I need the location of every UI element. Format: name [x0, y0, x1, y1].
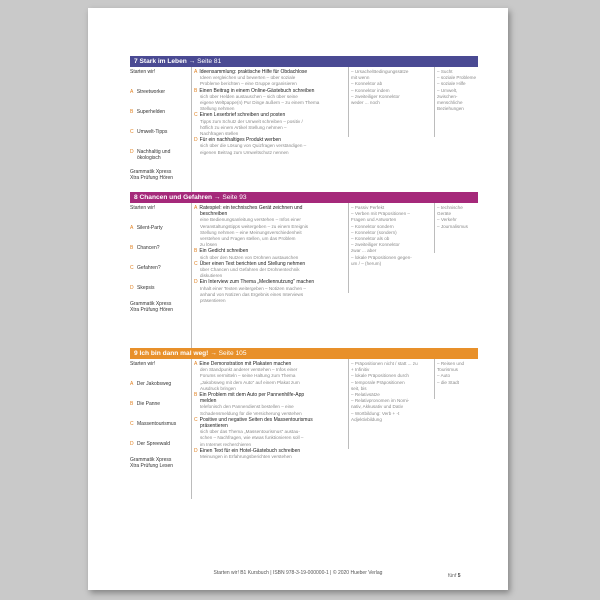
page-label: fünf — [448, 573, 457, 579]
footer: Starten wir! B1 Kursbuch | ISBN 978-3-19-000000-1 | © 2020 Hueber Verlag — [213, 570, 383, 576]
grammar-item: – Relativsätze — [351, 392, 380, 398]
grammar-column — [348, 67, 432, 137]
task-detail: eine Bedienungsanleitung verstehen – Infos einer — [200, 217, 301, 223]
task-detail: im Internet recherchieren — [200, 441, 252, 447]
task-detail: sich über Helden austauschen – sich über seine — [200, 93, 298, 99]
lesson-item: A Der Jakobsweg — [130, 381, 172, 387]
lesson-item: Starten wir! — [130, 205, 156, 211]
grammar-item: – zweiteiliger Konnektor — [351, 242, 400, 248]
grammar-item: – Wortbildung: Verb + -t — [351, 410, 400, 416]
arrow-icon: → — [213, 194, 221, 201]
task-detail: über Chancen und Gefahren der Drohnentechnik — [200, 267, 300, 273]
task-detail: sich über die Lösung von Quizfragen verständigen – — [200, 143, 307, 149]
lesson-item: Grammatik Xpress — [130, 169, 172, 175]
grammar-item: zwar ... aber — [351, 248, 377, 254]
task-column: A Eine Demonstration mit Plakaten machen den Standpunkt anderer verstehen – Infos einer Forums vermitteln – seine Haltung zum Thema „Jakobsweg mit dem Auto" auf einem Plakat zum Ausdruck bringen B Ein Problem mit dem Auto per Pannenhilfe-App melden telefonisch den Pannendienst bestellen – eine Schadensmeldung für die Versicherung verstehen C Positive und negative Seiten des Massentourismus präsentieren sich über das Thema „Massentourismus" austau- schen – Nachfragen, wie etwas funktionieren soll – im Internet recherchieren D Einen Text für ein Hotel-Gästebuch schreiben Meinungen in Erfahrungsberichten verstehen — [191, 359, 346, 499]
task-title: Für ein nachhaltiges Produkt werben — [199, 137, 282, 144]
task-title: Ratespiel: ein technisches Gerät zeichnen und — [199, 205, 303, 211]
lesson-item: D Nachhaltig und — [130, 149, 171, 155]
page-reference: Seite 81 — [197, 58, 222, 65]
task-detail: zu lösen — [200, 242, 218, 248]
task-detail: telefonisch den Pannendienst bestellen – eine — [200, 404, 294, 410]
task-detail: verstehen und Fragen stellen, um das Problem — [200, 236, 296, 242]
task-column: A Ideensammlung: praktische Hilfe für Obdachlose Ideen vergleichen und bewerten – über soziale Probleme berichten – eine Gruppe organisieren B Einen Beitrag in einem Online-Gästebuch schreiben sich über Helden austauschen – sich über seine eigene Weltpappe(n) Pur Dinge äußern – zu einem Thema Stellung nehmen C Einen Leserbrief schreiben und posten Tipps zum Schutz der Umwelt schreiben – positiv / höflich zu einem Artikel Stellung nehmen – Nachfragen stellen D Für ein nachhaltiges Produkt werben sich über die Lösung von Quizfragen verständigen – eigenen Beitrag zum Umweltschutz nennen — [191, 67, 346, 197]
task-detail: Inhalt einer Texten weitergeben – Notizen machen – — [200, 285, 306, 291]
task-detail: Tipps zum Schutz der Umwelt schreiben – positiv / — [200, 118, 303, 124]
task-detail: den Standpunkt anderer verstehen – Infos einer — [200, 367, 298, 373]
grammar-item: – Konnektor als ob — [351, 236, 390, 242]
task-title: Über einen Text berichten und Stellung nehmen — [199, 260, 306, 267]
task-detail: Nachfragen stellen — [200, 131, 239, 137]
arrow-icon: → — [210, 350, 217, 357]
task-detail: schen – Nachfragen, wie etwas funktionieren soll – — [200, 435, 304, 441]
section-header — [130, 192, 478, 203]
grammar-column — [348, 203, 432, 293]
vocab-item: Tourismus — [437, 367, 458, 373]
task-detail: Schadensmeldung für die Versicherung verstehen — [200, 410, 302, 416]
vocab-item: – Reisen und — [437, 361, 465, 366]
task-detail: eigene Weltpappe(n) Pur Dinge äußern – zu einem Thema — [200, 100, 320, 106]
task-column: A Ratespiel: ein technisches Gerät zeichnen und beschreiben eine Bedienungsanleitung verstehen – Infos einer Veranstaltungstipps weitergeben – zu einem Ereignis Stellung nehmen – eine Meinungsverschiedenheit verstehen und Fragen stellen, um das Problem zu lösen B Ein Gedicht schreiben sich über den Nutzen von Drohnen austauschen C Über einen Text berichten und Stellung nehmen über Chancen und Gefahren der Drohnentechnik diskutieren D Ein Interview zum Thema „Mediennutzung" machen Inhalt einer Texten weitergeben – Notizen machen – anhand von Notizen das Ergebnis eines Interviews präsentieren — [191, 203, 346, 351]
grammar-item: nativ, Akkusativ und Dativ — [351, 404, 404, 410]
lesson-item: Starten wir! — [130, 69, 156, 75]
grammar-item: – Relativpronomen im Nomi- — [351, 398, 410, 404]
task-detail: Veranstaltungstipps weitergeben – zu einem Ereignis — [200, 223, 309, 229]
task-detail: Forums vermitteln – seine Haltung zum Thema — [200, 373, 296, 379]
task-detail: anhand von Notizen das Ergebnis eines Interviews — [200, 291, 304, 297]
vocab-item: – Umwelt, — [437, 87, 458, 93]
grammar-item: Adjektivbildung — [351, 416, 382, 422]
task-title: Ein Gedicht schreiben — [199, 248, 249, 255]
lesson-item: D Der Spreewald — [130, 441, 171, 447]
grammar-item: – Ursache/Bedingungssätze — [351, 69, 409, 74]
vocab-column — [434, 203, 478, 253]
vocab-item: – Auto — [437, 373, 451, 379]
lesson-item: C Gefahren? — [130, 265, 161, 271]
vocab-item: – Sucht — [437, 69, 453, 74]
task-detail: Ausdruck bringen — [200, 385, 236, 391]
task-title: Ein Interview zum Thema „Mediennutzung" machen — [199, 279, 315, 286]
lesson-item: ökologisch — [137, 155, 161, 161]
vocab-item: menschliche — [437, 100, 463, 106]
lesson-item: C Umwelt-Tipps — [130, 129, 168, 135]
lesson-item: B Superhelden — [130, 109, 166, 115]
task-detail: Stellung nehmen — [200, 106, 235, 112]
grammar-item: um / – (herum) — [351, 260, 382, 266]
lesson-item: Grammatik Xpress — [130, 301, 172, 307]
grammar-column — [348, 359, 432, 449]
page-reference: Seite 93 — [222, 194, 247, 201]
task-title: Einen Leserbrief schreiben und posten — [199, 112, 286, 119]
document-page — [88, 8, 508, 590]
vocab-item: – die Stadt — [437, 379, 459, 385]
task-detail: Stellung nehmen – eine Meinungsverschiedenheit — [200, 229, 302, 235]
task-detail: sich über den Nutzen von Drohnen austauschen — [200, 254, 299, 260]
lesson-item: B Chancen? — [130, 245, 160, 251]
lesson-item: Starten wir! — [130, 361, 156, 367]
grammar-item: seit, bis — [351, 385, 367, 391]
grammar-item: – Konnektor sondern — [351, 223, 394, 229]
grammar-item: – Konnektor ab — [351, 81, 383, 87]
lesson-item: D Skepsis — [130, 285, 155, 291]
task-detail: präsentieren — [200, 298, 226, 304]
section-title: 7 Stark im Leben — [134, 58, 187, 65]
section-title: 8 Chancen und Gefahren — [134, 194, 213, 201]
vocab-column — [434, 359, 478, 399]
task-title: Ideensammlung: praktische Hilfe für Obdachlose — [199, 69, 308, 75]
lesson-item: A Streetworker — [130, 89, 166, 95]
grammar-item: mit wenn — [351, 75, 370, 81]
lesson-item: B Die Panne — [130, 401, 161, 407]
vocab-item: – soziale Hilfe — [437, 81, 466, 87]
section-header — [130, 56, 478, 67]
task-title: Eine Demonstration mit Plakaten machen — [199, 361, 292, 367]
task-detail: Ideen vergleichen und bewerten – über soziale — [200, 75, 296, 81]
vocab-item: – soziale Probleme — [437, 75, 477, 81]
lesson-item: A Silent-Party — [130, 225, 163, 231]
task-title: Positive und negative Seiten des Massentourismus — [199, 416, 313, 423]
task-title: Einen Text für ein Hotel-Gästebuch schreiben — [199, 447, 301, 454]
page-number-value: 5 — [457, 573, 461, 579]
grammar-item: – Verben mit Präpositionen – — [351, 211, 410, 217]
task-detail: diskutieren — [200, 273, 223, 279]
section-header — [130, 348, 478, 359]
grammar-item: – zweiteiliger Konnektor — [351, 93, 400, 99]
task-title: melden — [200, 398, 217, 405]
task-detail: sich über das Thema „Massentourismus" austau- — [200, 429, 300, 435]
grammar-item: – Präpositionen nicht / statt ... zu — [351, 361, 418, 366]
task-detail: eigenen Beitrag zum Umweltschutz nennen — [200, 149, 289, 155]
grammar-item: – Passiv Perfekt — [351, 205, 385, 210]
task-title: präsentieren — [200, 423, 228, 430]
task-title: Einen Beitrag in einem Online-Gästebuch schreiben — [199, 87, 315, 94]
vocab-item: Geräte — [437, 211, 452, 217]
vocab-item: zwischen- — [437, 93, 458, 99]
vocab-item: – Journalismus — [437, 223, 468, 229]
grammar-item: – lokale Präpositionen gegen- — [351, 254, 412, 260]
grammar-item: – Konnektor indem — [351, 87, 390, 93]
task-detail: Meinungen in Erfahrungsberichten verstehen — [200, 454, 292, 460]
grammar-item: + Infinitiv — [351, 367, 370, 373]
lesson-item: Xtra Prüfung Hören — [130, 307, 174, 313]
task-title: beschreiben — [200, 211, 228, 218]
lesson-item: Xtra Prüfung Hören — [130, 175, 174, 181]
grammar-item: Fragen und Antworten — [351, 217, 397, 223]
section-9 — [130, 348, 478, 499]
vocab-item: – Verkehr — [437, 217, 457, 223]
task-detail: Probleme berichten – eine Gruppe organisieren — [200, 81, 297, 87]
grammar-item: – lokale Präpositionen durch — [351, 373, 409, 379]
task-detail: „Jakobsweg mit dem Auto" auf einem Plakat zum — [200, 379, 300, 385]
section-7 — [130, 56, 478, 197]
vocab-column — [434, 67, 478, 137]
section-8 — [130, 192, 478, 351]
task-title: Ein Problem mit dem Auto per Pannenhilfe-App — [199, 392, 305, 399]
grammar-item: weder ... noch — [351, 100, 380, 106]
section-title: 9 Ich bin dann mal weg! — [134, 350, 209, 357]
lesson-item: Grammatik Xpress — [130, 457, 172, 463]
vocab-item: Beziehungen — [437, 106, 464, 112]
grammar-item: – temporale Präpositionen — [351, 379, 405, 385]
vocab-item: – technische — [437, 205, 463, 210]
lesson-item: C Massentourismus — [130, 421, 177, 427]
page-reference: Seite 105 — [218, 350, 247, 357]
lesson-item: Xtra Prüfung Lesen — [130, 463, 174, 469]
arrow-icon: → — [188, 58, 196, 65]
grammar-item: – Konnektor (sondern) — [351, 229, 397, 235]
task-detail: höflich zu einem Artikel Stellung nehmen – — [200, 124, 287, 130]
